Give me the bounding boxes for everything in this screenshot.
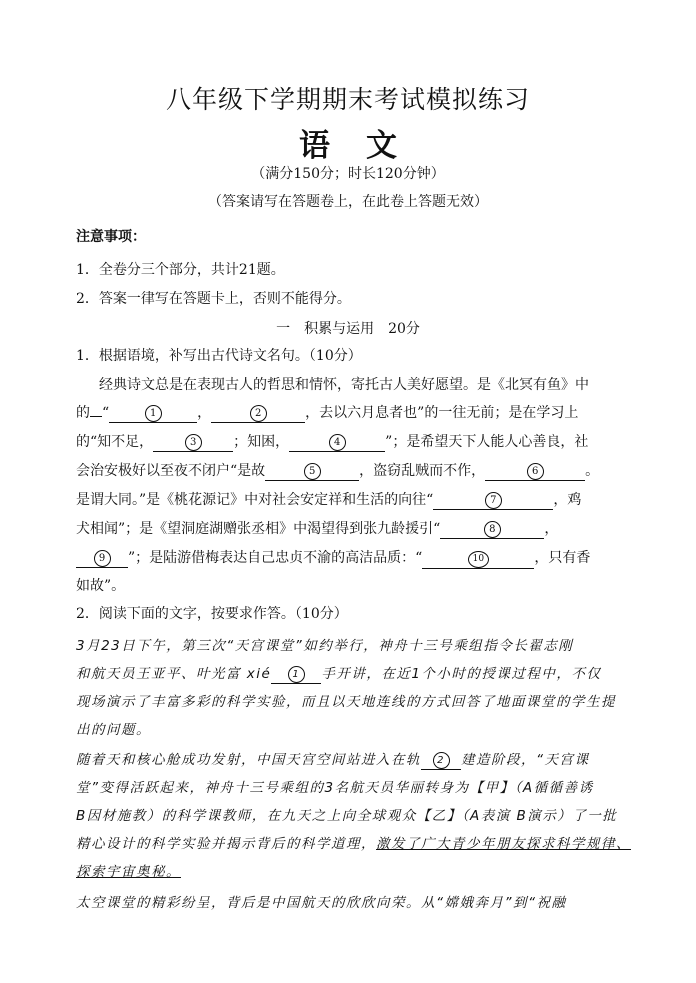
- blank-number: 7: [485, 492, 502, 509]
- q1-text-line: 经典诗文总是在表现古人的哲思和情怀，寄托古人美好愿望。是《北冥有鱼》中: [99, 377, 589, 393]
- exam-meta-instruction: （答案请写在答题卷上，在此卷上答题无效）: [208, 194, 488, 210]
- notice-item: 2．答案一律写在答题卡上，否则不能得分。: [76, 291, 351, 307]
- blank-number: 10: [468, 551, 489, 568]
- q1-text-line: 的“知不足， 3 ；知困， 4 ”；是希望天下人能人心善良，社: [76, 434, 589, 450]
- blank-number: 9: [94, 550, 111, 567]
- passage-line: 和航天员王亚平、叶光富 xié 1 手开讲，在近1个小时的授课过程中，不仅: [76, 666, 602, 682]
- blank-number: 1: [145, 405, 162, 422]
- answer-blank-2: [421, 752, 461, 770]
- answer-blank-4: [289, 434, 385, 452]
- answer-blank-7: [433, 492, 553, 510]
- blank-number: 6: [527, 463, 544, 480]
- q1-text-line: 9 ”；是陆游借梅表达自己忠贞不渝的高洁品质：“ 10 ，只有香: [76, 547, 646, 569]
- blank: [90, 416, 102, 417]
- underlined-sentence: 激发了广大青少年朋友探求科学规律、: [376, 836, 631, 852]
- answer-blank-5: [265, 463, 359, 481]
- answer-blank-1: [109, 405, 197, 423]
- blank-number: 3: [185, 434, 202, 451]
- blank-number: 5: [304, 463, 321, 480]
- passage-line: 随着天和核心舱成功发射，中国天宫空间站进入在轨 2 建造阶段，“天宫课: [76, 752, 590, 768]
- passage-line: [76, 860, 696, 880]
- q1-text-line: 犬相闻”；是《望洞庭湖赠张丞相》中渴望得到张九龄援引“ 8 ，: [76, 521, 559, 537]
- passage-line: 现场演示了丰富多彩的科学实验，而且以天地连线的方式回答了地面课堂的学生提: [76, 694, 616, 710]
- question-1-prompt: 1．根据语境，补写出古代诗文名句。（10分）: [76, 348, 362, 364]
- notice-item: 1．全卷分三个部分，共计21题。: [76, 262, 285, 278]
- question-2-prompt: 2．阅读下面的文字，按要求作答。（10分）: [76, 606, 348, 622]
- passage-line: 3月23日下午，第三次“天宫课堂”如约举行，神舟十三号乘组指令长翟志刚: [76, 638, 574, 654]
- exam-meta-score-time: （满分150分；时长120分钟）: [251, 166, 445, 182]
- blank-number: 4: [329, 434, 346, 451]
- answer-blank-9: [76, 550, 128, 568]
- subject-title: 语文: [299, 128, 433, 164]
- notice-heading: 注意事项：: [76, 229, 146, 245]
- answer-blank-10: [422, 551, 534, 569]
- blank-number: 8: [484, 521, 501, 538]
- q1-text-line: 的 “ 1 ， 2 ，去以六月息者也”的一往无前；是在学习上: [76, 405, 579, 421]
- underlined-sentence: 探索宇宙奥秘。: [76, 864, 181, 880]
- section-heading: 一 积累与运用 20分: [276, 321, 420, 337]
- passage-line: B因材施教）的科学课教师，在九天之上向全球观众【乙】（A表演 B演示）了一批: [76, 808, 618, 824]
- blank-number: 2: [433, 752, 450, 769]
- q1-text-line: 是谓大同。”是《桃花源记》中对社会安定祥和生活的向往“ 7 ，鸡: [76, 492, 582, 508]
- answer-blank-8: [440, 521, 544, 539]
- blank-number: 1: [288, 666, 305, 683]
- q1-text-line: 会治安极好以至夜不闭户“是故 5 ，盗窃乱贼而不作， 6 。: [76, 463, 600, 479]
- answer-blank-2: [211, 405, 305, 423]
- blank-number: 2: [250, 405, 267, 422]
- exam-title: 八年级下学期期末考试模拟练习: [165, 85, 530, 114]
- q1-text-line: 如故”。: [76, 578, 126, 594]
- passage-line: 太空课堂的精彩纷呈，背后是中国航天的欣欣向荣。从“嫦娥奔月”到“祝融: [76, 895, 567, 911]
- passage-line: 堂”变得活跃起来，神舟十三号乘组的3名航天员华丽转身为【甲】（A循循善诱: [76, 780, 594, 796]
- passage-line: 精心设计的科学实验并揭示背后的科学道理，激发了广大青少年朋友探求科学规律、: [76, 836, 631, 852]
- answer-blank-3: [153, 434, 233, 452]
- passage-line: 出的问题。: [76, 722, 151, 738]
- answer-blank-1: [271, 666, 321, 684]
- answer-blank-6: [485, 463, 585, 481]
